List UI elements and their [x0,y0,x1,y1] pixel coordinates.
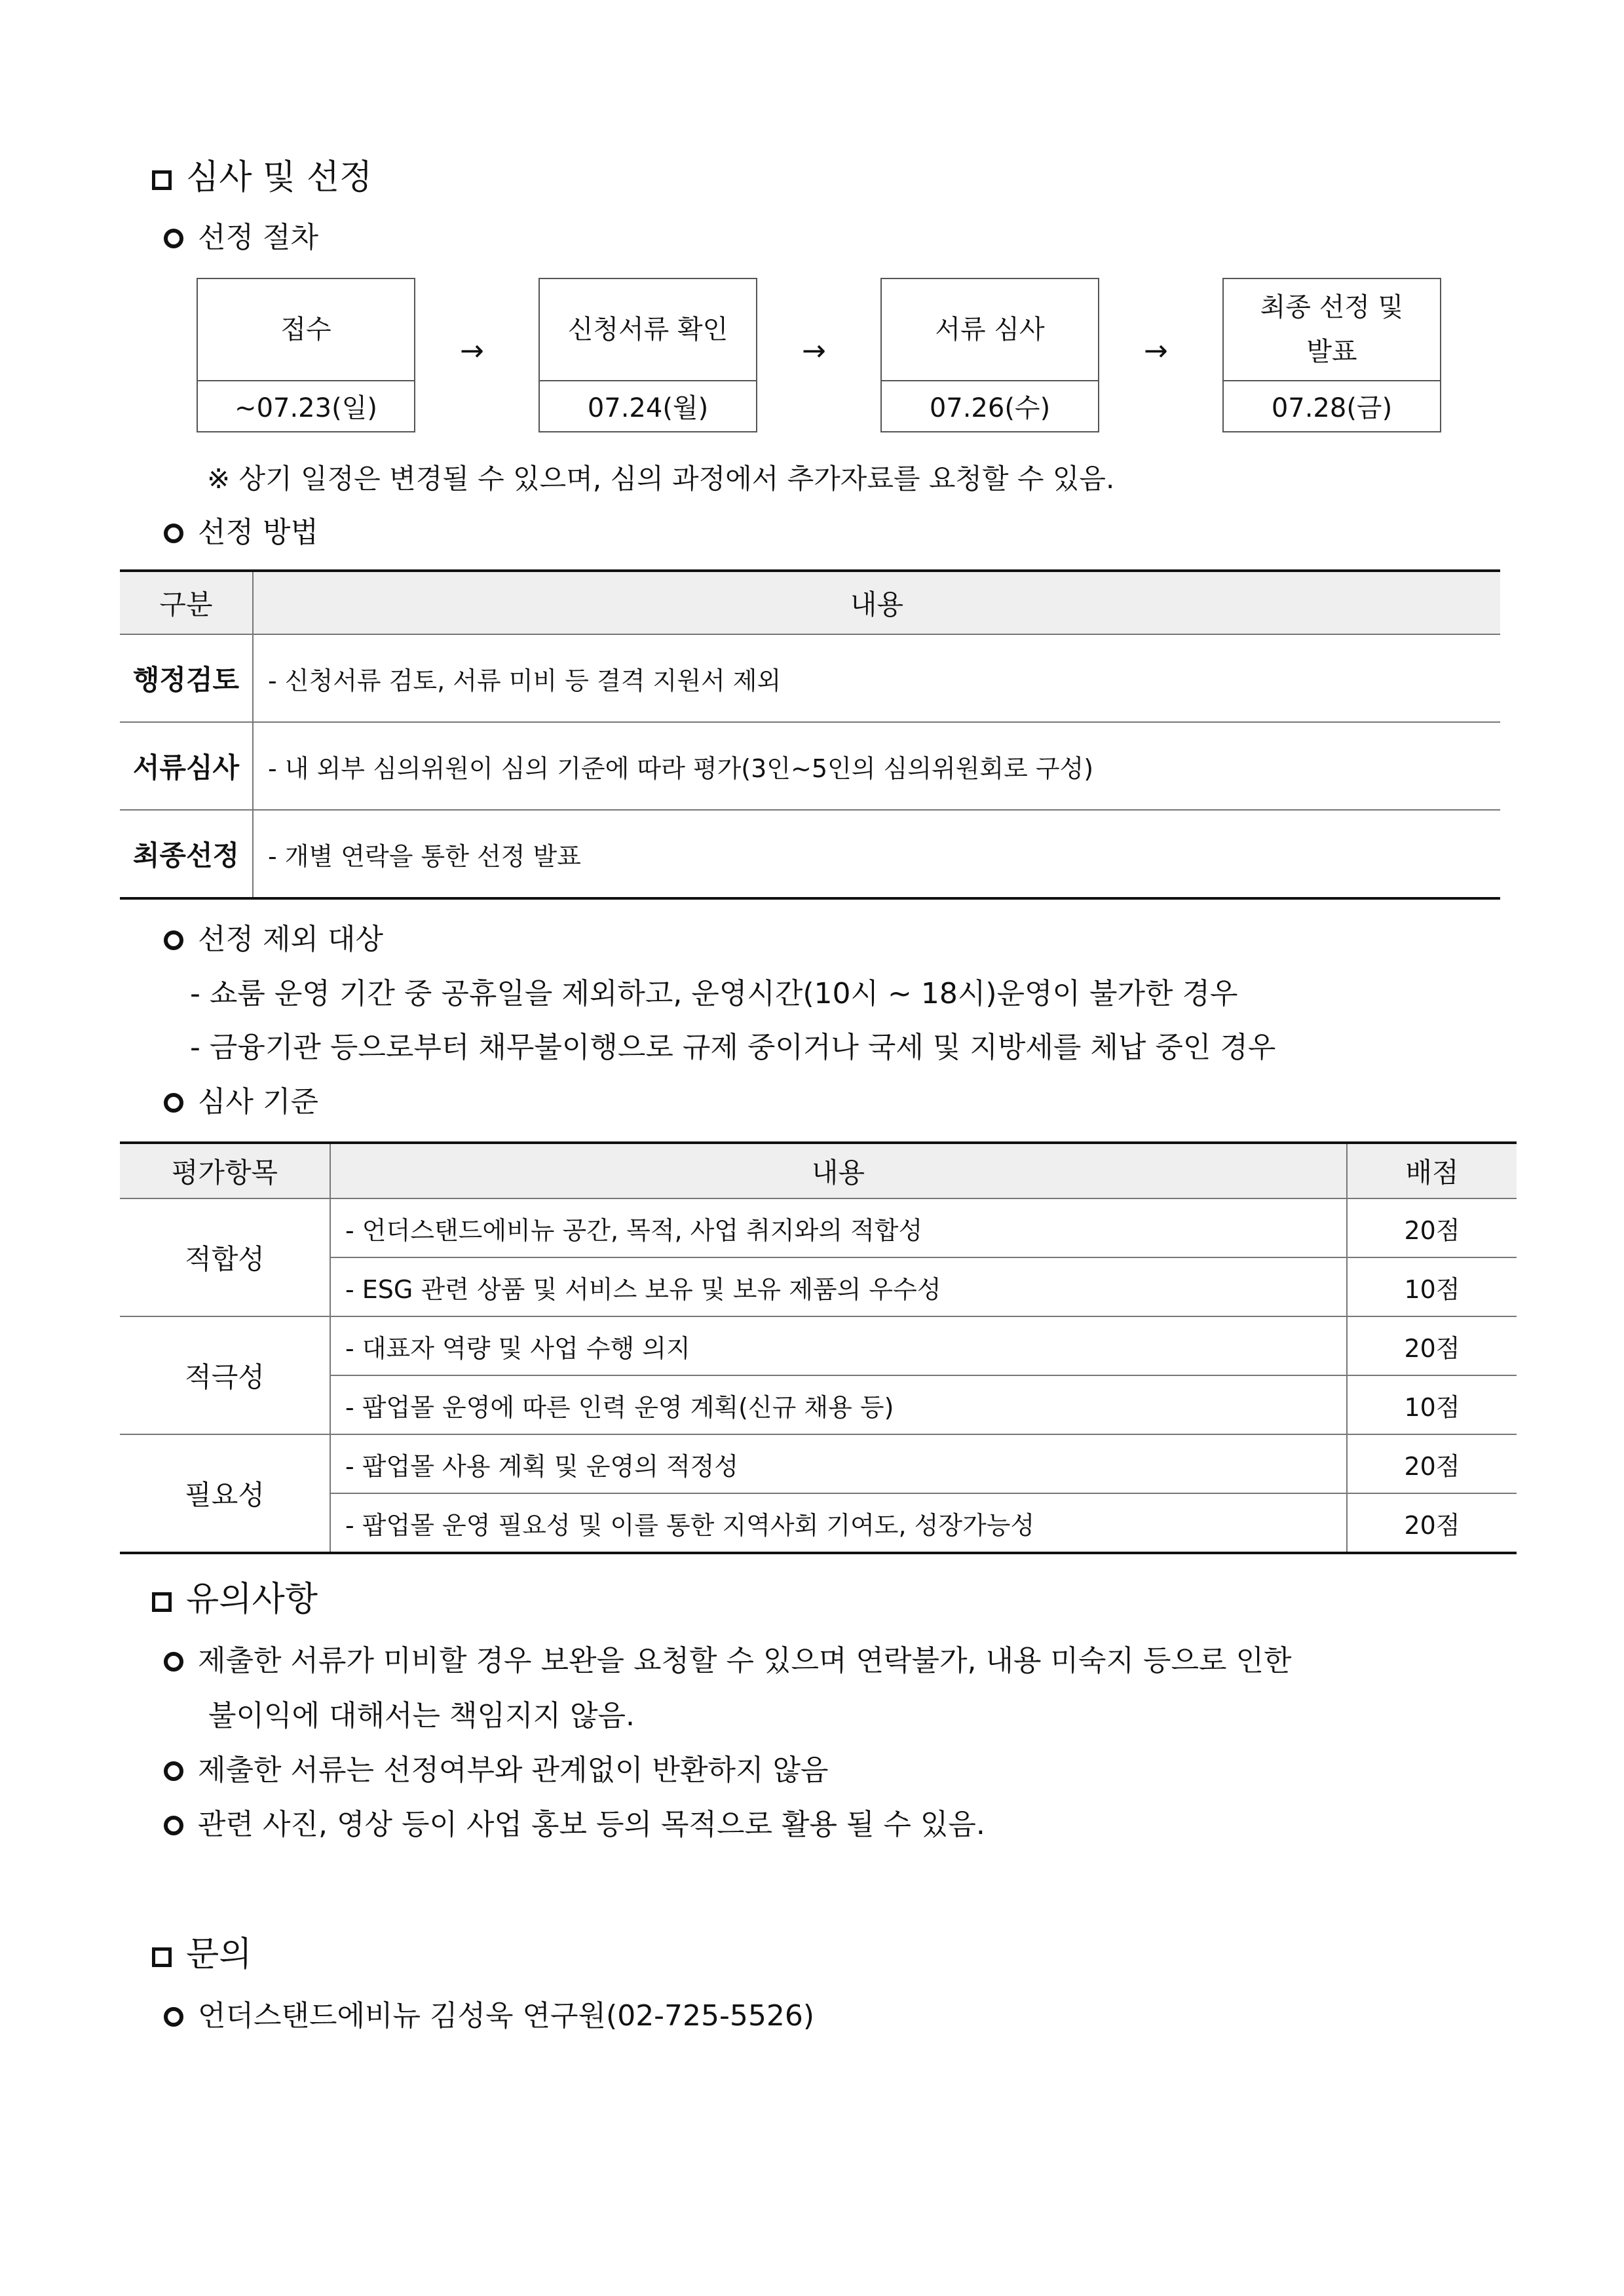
circle-bullet-icon [164,1652,183,1672]
circle-bullet-icon [164,1093,183,1113]
criteria-content: - 팝업몰 운영에 따른 인력 운영 계획(신규 채용 등) [330,1375,1347,1434]
flow-arrow-icon: → [460,334,484,368]
row-label: 행정검토 [120,634,253,722]
criteria-content: - 팝업몰 운영 필요성 및 이를 통한 지역사회 기여도, 성장가능성 [330,1493,1347,1553]
circle-bullet-icon [164,229,183,248]
circle-bullet-icon [164,2007,183,2027]
table-header-row [120,571,1500,634]
flow-step-date: ~07.23(일) [235,392,377,423]
notice-item-continued: 불이익에 대해서는 책임지지 않음. [208,1699,635,1732]
flow-arrow-icon: → [1144,334,1168,368]
criteria-content: - ESG 관련 상품 및 서비스 보유 및 보유 제품의 우수성 [330,1257,1347,1316]
section-heading-inquiry: 문의 [152,1926,252,1976]
table-row [120,1316,1517,1375]
selection-method-table [120,569,1500,900]
row-content: - 내 외부 심의위원이 심의 기준에 따라 평가(3인~5인의 심의위원회로 구성) [253,722,1500,810]
criteria-score: 20점 [1404,1510,1460,1540]
method-subtitle: 선정 방법 [164,508,318,550]
column-header: 구분 [120,571,253,634]
flow-step-label: 접수 [198,279,414,381]
criteria-subtitle: 심사 기준 [164,1078,318,1120]
schedule-note: ※ 상기 일정은 변경될 수 있으며, 심의 과정에서 추가자료를 요청할 수 있음. [207,463,1115,495]
criteria-score: 20점 [1347,1198,1517,1257]
notice-item: 관련 사진, 영상 등이 사업 홍보 등의 목적으로 활용 될 수 있음. [164,1801,985,1843]
section-heading-review: 심사 및 선정 [152,149,372,199]
flow-step-label: 신청서류 확인 [540,279,756,381]
criteria-group: 필요성 [120,1434,330,1553]
exclusion-subtitle: 선정 제외 대상 [164,915,383,957]
procedure-subtitle: 선정 절차 [164,214,318,256]
flow-step-date: 07.24(월) [587,392,709,423]
column-header: 내용 [330,1143,1347,1198]
review-criteria-table [120,1141,1517,1554]
column-header: 배점 [1347,1143,1517,1198]
table-row [120,722,1500,810]
table-row [120,1434,1517,1493]
column-header: 내용 [253,571,1500,634]
column-header: 평가항목 [120,1143,330,1198]
flow-step-date: 07.28(금) [1271,392,1393,423]
circle-bullet-icon [164,930,183,950]
table-row [120,1198,1517,1257]
flow-arrow-icon: → [802,334,826,368]
circle-bullet-icon [164,1816,183,1835]
flow-step-label: 서류 심사 [882,279,1098,381]
flow-step-document-review [880,278,1099,432]
criteria-group: 적합성 [120,1198,330,1316]
table-header-row [120,1143,1517,1198]
row-content: - 개별 연락을 통한 선정 발표 [268,841,581,871]
flow-step-date: 07.26(수) [929,392,1051,423]
square-bullet-icon [152,170,172,190]
notice-item: 제출한 서류가 미비할 경우 보완을 요청할 수 있으며 연락불가, 내용 미숙지 등으로 인한 [164,1637,1291,1679]
flow-step-receipt [197,278,415,432]
criteria-content: - 팝업몰 사용 계획 및 운영의 적정성 [330,1434,1347,1493]
criteria-score: 20점 [1347,1434,1517,1493]
row-label: 최종선정 [120,810,253,898]
exclusion-item: - 쇼룸 운영 기간 중 공휴일을 제외하고, 운영시간(10시 ~ 18시)운영이 불가한 경우 [190,977,1238,1010]
flow-step-label: 최종 선정 및 발표 [1224,279,1440,381]
criteria-group: 적극성 [120,1316,330,1434]
notice-item: 제출한 서류는 선정여부와 관계없이 반환하지 않음 [164,1746,829,1788]
table-row [120,634,1500,722]
contact-info: 언더스탠드에비뉴 김성욱 연구원(02-725-5526) [164,1992,814,2034]
criteria-content: - 대표자 역량 및 사업 수행 의지 [330,1316,1347,1375]
criteria-score: 10점 [1347,1375,1517,1434]
criteria-content: - 언더스탠드에비뉴 공간, 목적, 사업 취지와의 적합성 [330,1198,1347,1257]
flow-step-document-check [538,278,757,432]
flow-step-final-selection [1222,278,1441,432]
exclusion-item: - 금융기관 등으로부터 채무불이행으로 규제 중이거나 국세 및 지방세를 체납 중인 경우 [190,1031,1276,1064]
circle-bullet-icon [164,524,183,543]
square-bullet-icon [152,1592,172,1612]
square-bullet-icon [152,1947,172,1967]
row-label: 서류심사 [120,722,253,810]
circle-bullet-icon [164,1761,183,1781]
criteria-score: 10점 [1347,1257,1517,1316]
table-row [120,810,1500,898]
criteria-score: 20점 [1347,1316,1517,1375]
row-content: - 신청서류 검토, 서류 미비 등 결격 지원서 제외 [253,634,1500,722]
section-heading-notices: 유의사항 [152,1571,318,1620]
